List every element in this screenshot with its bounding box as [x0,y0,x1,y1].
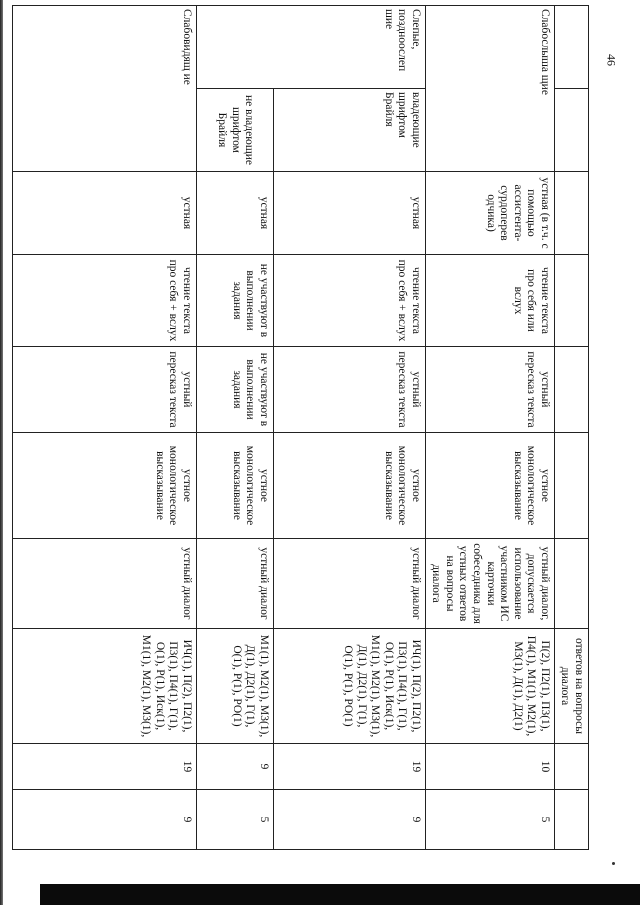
reading-cell: чтение текста про себя + вслух [12,255,196,347]
rotated-page [24,5,589,845]
header-cell-4 [554,255,588,347]
max-score-cell: 10 [425,744,554,790]
table-row-weak-hearing [425,6,554,850]
scan-edge-left [0,0,3,905]
criteria-cell: ИЧ(1), П(2), П2(1), П3(1), П4(1), Г(1), О(1), Р(1), Иск(1), М1(1), М2(1), М3(1), Д(1), Д2(1), Г(1), О(1), Р(1), РО(1) [273,629,425,744]
header-cell-8 [554,629,588,744]
max-score-cell: 19 [12,744,196,790]
group-cell: Слабовидящ ие [12,6,196,172]
group-cell: Слабослыша щие [425,6,554,172]
header-cell-5 [554,347,588,433]
header-cell-9 [554,744,588,790]
answer-form-cell: устная [196,172,273,255]
criteria-cell: П(2), П2(1), П3(1), П4(1), М1(1), М2(1), М3(1), Д(1), Д2(1) [425,629,554,744]
answer-form-cell: устная [273,172,425,255]
min-score-cell: 5 [196,790,273,850]
subgroup-cell: владеющие шрифтом Брайля [273,89,425,172]
min-score-cell: 9 [273,790,425,850]
reading-cell: чтение текста про себя или вслух [425,255,554,347]
page-number: 46 [604,54,619,66]
header-cell-6 [554,433,588,539]
header-text-dialog: ответов на вопросы диалога [559,637,585,735]
scan-edge-bottom [40,884,640,905]
table-row-low-vision [12,6,196,850]
header-cell-1 [554,6,588,89]
table-row-blind-no-braille [196,6,273,850]
answer-form-cell: устная [12,172,196,255]
header-cell-2 [554,89,588,172]
requirements-table [12,5,589,850]
monologue-cell: устное монологическое высказывание [196,433,273,539]
group-cell: Слепые, поздноослеп шие [196,6,425,89]
dialogue-cell: устный диалог [273,539,425,629]
retelling-cell: устный пересказ текста [273,347,425,433]
subgroup-cell: не владеющие шрифтом Брайля [196,89,273,172]
answer-form-cell: устная (в т.ч. с помощью ассистента-сурдоперев одчика) [425,172,554,255]
reading-cell: чтение текста про себя + вслух [273,255,425,347]
scan-speck [612,862,615,865]
dialogue-cell: устный диалог [12,539,196,629]
reading-cell: не участвуют в выполнении задания [196,255,273,347]
retelling-cell: не участвуют в выполнении задания [196,347,273,433]
monologue-cell: устное монологическое высказывание [12,433,196,539]
retelling-cell: устный пересказ текста [12,347,196,433]
header-row [554,6,588,850]
table-frame [24,5,589,845]
min-score-cell: 9 [12,790,196,850]
retelling-cell: устный пересказ текста [425,347,554,433]
header-cell-10 [554,790,588,850]
dialogue-cell: устный диалог, допускается использование участником ИС карточки собеседника для устных ответов на вопросы диалога [425,539,554,629]
criteria-cell: ИЧ(1), П(2), П2(1), П3(1), П4(1), Г(1), О(1), Р(1), Иск(1), М1(1), М2(1), М3(1), [12,629,196,744]
dialogue-cell: устный диалог [196,539,273,629]
monologue-cell: устное монологическое высказывание [273,433,425,539]
max-score-cell: 9 [196,744,273,790]
criteria-cell: М1(1), М2(1), М3(1), Д(1), Д2(1), Г(1), О(1), Р(1), РО(1) [196,629,273,744]
table-row-blind-braille [273,6,425,850]
monologue-cell: устное монологическое высказывание [425,433,554,539]
header-cell-3 [554,172,588,255]
header-cell-7 [554,539,588,629]
max-score-cell: 19 [273,744,425,790]
min-score-cell: 5 [425,790,554,850]
